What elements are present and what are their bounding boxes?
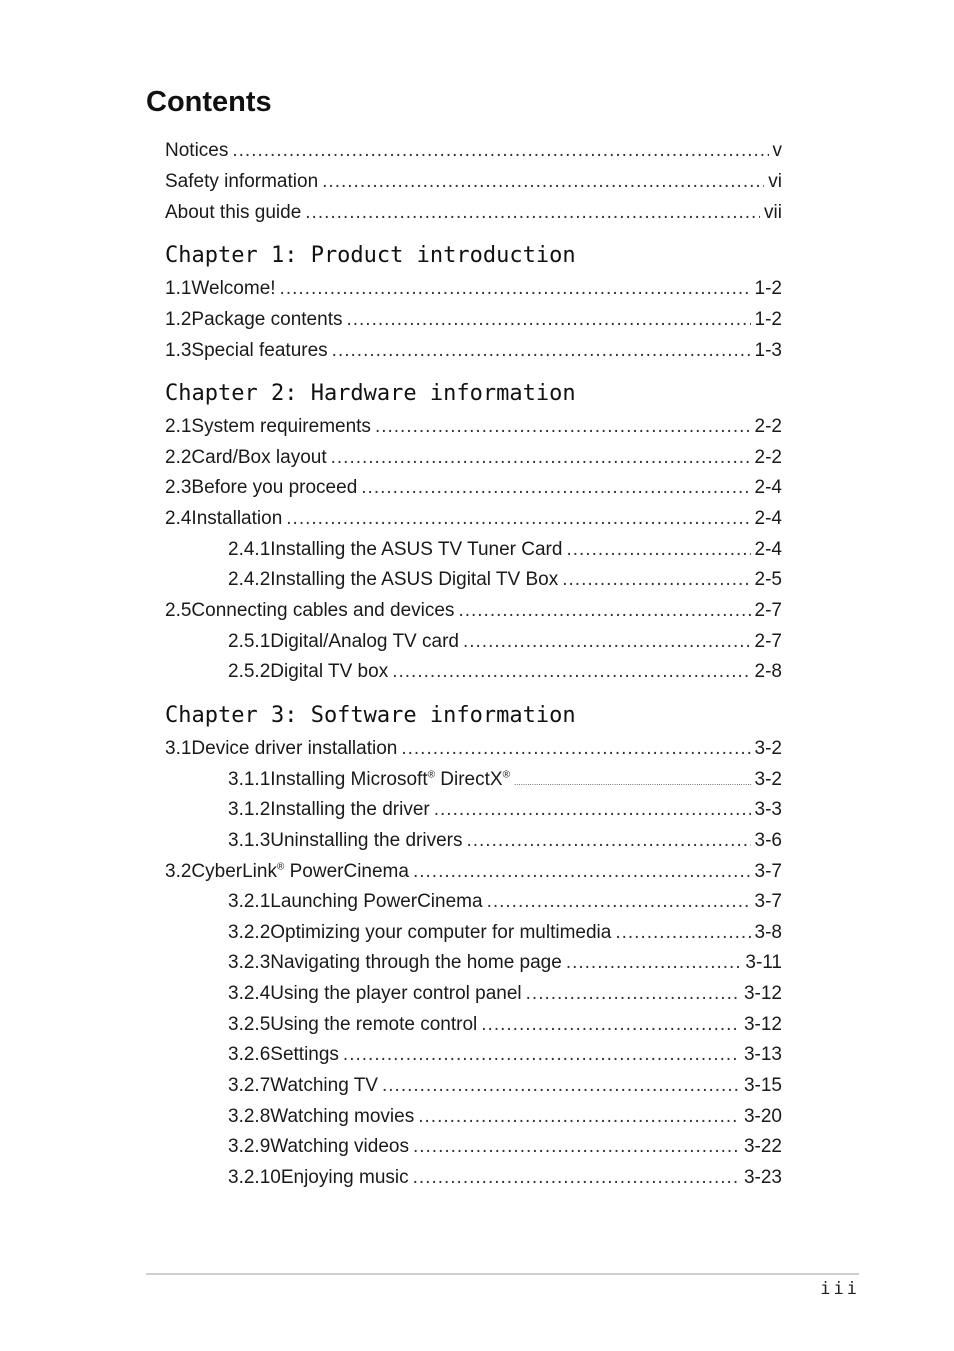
toc-leader-dots xyxy=(413,1166,740,1190)
toc-entry-number: 3.2.4 xyxy=(228,983,271,1004)
toc-entry-3-2-8[interactable] xyxy=(228,1105,782,1129)
toc-entry-number: 3.2.6 xyxy=(228,1044,271,1065)
toc-entry-title: Installation xyxy=(191,508,283,529)
toc-leader-dots xyxy=(375,415,751,439)
toc-leader-dots xyxy=(331,446,751,470)
toc-entry-number: 3.1.1 xyxy=(228,769,271,790)
toc-entry-title: Enjoying music xyxy=(280,1167,409,1188)
toc-leader-dots xyxy=(566,538,750,562)
toc-entry-3-1-2[interactable] xyxy=(228,798,782,822)
toc-entry-3-1[interactable] xyxy=(165,737,782,761)
toc-entry-number: 2.4.1 xyxy=(228,539,271,560)
toc-entry-number: 3.2.7 xyxy=(228,1075,271,1096)
toc-entry-page: 2-7 xyxy=(754,631,782,652)
toc-entry-number: 3.2 xyxy=(165,861,192,882)
toc-entry-title: Digital/Analog TV card xyxy=(270,631,459,652)
toc-entry-3-2-1[interactable] xyxy=(228,890,782,914)
toc-leader-dots xyxy=(286,507,750,531)
toc-leader-dots xyxy=(413,1135,740,1159)
toc-entry-2-3[interactable] xyxy=(165,476,782,500)
toc-entry-2-2[interactable] xyxy=(165,446,782,470)
toc-leader-dots xyxy=(280,277,751,301)
toc-entry-1-3[interactable] xyxy=(165,339,782,363)
toc-entry-title: Installing Microsoft® DirectX® xyxy=(270,769,510,790)
toc-leader-dots xyxy=(615,921,750,945)
toc-entry-title: Launching PowerCinema xyxy=(270,891,483,912)
toc-entry-title: Watching videos xyxy=(270,1136,409,1157)
toc-leader-dots xyxy=(466,829,750,853)
toc-entry-number: 2.4 xyxy=(165,508,192,529)
toc-entry-number: 3.1 xyxy=(165,738,192,759)
toc-entry-title: Welcome! xyxy=(191,278,276,299)
toc-entry-3-2[interactable] xyxy=(165,860,782,884)
toc-entry-3-2-5[interactable] xyxy=(228,1013,782,1037)
toc-entry-page: 2-4 xyxy=(754,508,782,529)
toc-entry-number: 2.5.2 xyxy=(228,661,271,682)
toc-entry-2-4-2[interactable] xyxy=(228,568,782,592)
toc-entry-page: 3-23 xyxy=(743,1167,782,1188)
toc-entry-2-4-1[interactable] xyxy=(228,538,782,562)
toc-entry-title: Navigating through the home page xyxy=(270,952,562,973)
toc-entry-2-5-1[interactable] xyxy=(228,630,782,654)
toc-leader-dots xyxy=(566,951,742,975)
toc-entry-number: 2.5 xyxy=(165,600,192,621)
toc-entry-about-this-guide[interactable] xyxy=(165,201,782,225)
toc-entry-title: Using the player control panel xyxy=(270,983,522,1004)
toc-entry-page: 2-4 xyxy=(754,539,782,560)
toc-entry-page: 3-15 xyxy=(743,1075,782,1096)
toc-entry-3-1-3[interactable] xyxy=(228,829,782,853)
toc-entry-title: Installing the driver xyxy=(270,799,430,820)
toc-entry-title: Settings xyxy=(270,1044,339,1065)
toc-leader-dots xyxy=(487,890,751,914)
toc-entry-3-2-7[interactable] xyxy=(228,1074,782,1098)
toc-leader-dots xyxy=(232,139,768,163)
toc-leader-dots xyxy=(458,599,750,623)
toc-entry-page: 1-2 xyxy=(754,309,782,330)
toc-leader-dots xyxy=(481,1013,740,1037)
toc-leader-dots xyxy=(343,1043,740,1067)
toc-entry-number: 3.2.1 xyxy=(228,891,271,912)
toc-entry-3-2-2[interactable] xyxy=(228,921,782,945)
toc-leader-dots xyxy=(434,798,751,822)
toc-entry-title: Notices xyxy=(165,140,229,161)
toc-entry-number: 3.2.2 xyxy=(228,922,271,943)
toc-entry-title: CyberLink® PowerCinema xyxy=(191,861,409,882)
toc-entry-title: Device driver installation xyxy=(191,738,398,759)
toc-entry-number: 2.2 xyxy=(165,447,192,468)
toc-entry-number: 1.3 xyxy=(165,340,192,361)
toc-leader-dots xyxy=(418,1105,740,1129)
toc-entry-page: 2-2 xyxy=(754,416,782,437)
toc-entry-3-1-1[interactable] xyxy=(228,768,782,792)
toc-entry-title: Safety information xyxy=(165,171,319,192)
toc-entry-number: 3.2.9 xyxy=(228,1136,271,1157)
toc-entry-page: 3-7 xyxy=(754,891,782,912)
toc-entry-number: 3.2.5 xyxy=(228,1014,271,1035)
toc-entry-page: 3-7 xyxy=(754,861,782,882)
toc-entry-page: 2-8 xyxy=(754,661,782,682)
toc-entry-title: Uninstalling the drivers xyxy=(270,830,463,851)
toc-leader-dots xyxy=(361,476,750,500)
toc-entry-page: 3-12 xyxy=(743,983,782,1004)
toc-entry-number: 3.1.2 xyxy=(228,799,271,820)
toc-entry-title: About this guide xyxy=(165,202,302,223)
toc-entry-3-2-6[interactable] xyxy=(228,1043,782,1067)
toc-leader-dots xyxy=(514,771,751,795)
toc-entry-page: 3-3 xyxy=(754,799,782,820)
toc-entry-page: 2-2 xyxy=(754,447,782,468)
toc-entry-page: 3-11 xyxy=(745,952,782,973)
toc-entry-page: 3-6 xyxy=(754,830,782,851)
toc-leader-dots xyxy=(526,982,740,1006)
toc-entry-number: 3.2.3 xyxy=(228,952,271,973)
toc-entry-title: Digital TV box xyxy=(270,661,389,682)
toc-leader-dots xyxy=(382,1074,740,1098)
toc-entry-3-2-9[interactable] xyxy=(228,1135,782,1159)
toc-entry-title: Optimizing your computer for multimedia xyxy=(270,922,612,943)
toc-entry-2-1[interactable] xyxy=(165,415,782,439)
toc-entry-number: 1.1 xyxy=(165,278,192,299)
toc-entry-page: 2-4 xyxy=(754,477,782,498)
toc-entry-number: 2.5.1 xyxy=(228,631,271,652)
chapter-2-heading[interactable]: Chapter 2: Hardware information xyxy=(165,381,576,406)
toc-leader-dots xyxy=(305,201,760,225)
toc-entry-title: Card/Box layout xyxy=(191,447,327,468)
toc-entry-page: 3-12 xyxy=(743,1014,782,1035)
toc-entry-3-2-3[interactable] xyxy=(228,951,782,975)
toc-entry-page: 1-2 xyxy=(754,278,782,299)
toc-entry-number: 3.2.10 xyxy=(228,1167,281,1188)
toc-entry-title: Watching TV xyxy=(270,1075,378,1096)
toc-entry-number: 3.1.3 xyxy=(228,830,271,851)
toc-entry-title: Connecting cables and devices xyxy=(191,600,455,621)
toc-leader-dots xyxy=(332,339,751,363)
toc-leader-dots xyxy=(463,630,751,654)
toc-leader-dots xyxy=(322,170,764,194)
toc-entry-page: v xyxy=(772,140,782,161)
toc-entry-page: vi xyxy=(768,171,782,192)
toc-entry-page: 2-7 xyxy=(754,600,782,621)
toc-entry-2-5[interactable] xyxy=(165,599,782,623)
toc-entry-number: 2.4.2 xyxy=(228,569,271,590)
chapter-3-heading[interactable]: Chapter 3: Software information xyxy=(165,703,576,728)
page-title: Contents xyxy=(146,86,272,118)
toc-leader-dots xyxy=(413,860,751,884)
toc-leader-dots xyxy=(562,568,750,592)
toc-entry-page: 3-8 xyxy=(754,922,782,943)
toc-entry-page: 3-2 xyxy=(754,738,782,759)
toc-entry-number: 2.1 xyxy=(165,416,192,437)
toc-entry-notices[interactable] xyxy=(165,139,782,163)
toc-entry-title: Special features xyxy=(191,340,328,361)
toc-entry-page: 3-20 xyxy=(743,1106,782,1127)
toc-entry-3-2-10[interactable] xyxy=(228,1166,782,1190)
toc-leader-dots xyxy=(346,308,750,332)
toc-entry-title: Installing the ASUS Digital TV Box xyxy=(270,569,559,590)
toc-entry-page: 3-2 xyxy=(754,769,782,790)
toc-leader-dots xyxy=(392,660,750,684)
toc-entry-page: 2-5 xyxy=(754,569,782,590)
toc-entry-2-5-2[interactable] xyxy=(228,660,782,684)
toc-entry-number: 1.2 xyxy=(165,309,192,330)
toc-entry-page: 3-13 xyxy=(743,1044,782,1065)
toc-entry-page: 3-22 xyxy=(743,1136,782,1157)
toc-entry-1-1[interactable] xyxy=(165,277,782,301)
toc-entry-title: Before you proceed xyxy=(191,477,358,498)
toc-entry-title: Installing the ASUS TV Tuner Card xyxy=(270,539,563,560)
toc-entry-title: Using the remote control xyxy=(270,1014,478,1035)
chapter-1-heading[interactable]: Chapter 1: Product introduction xyxy=(165,243,576,268)
toc-entry-2-4[interactable] xyxy=(165,507,782,531)
toc-entry-3-2-4[interactable] xyxy=(228,982,782,1006)
toc-leader-dots xyxy=(401,737,750,761)
footer-divider xyxy=(146,1273,859,1275)
toc-entry-title: System requirements xyxy=(191,416,371,437)
toc-entry-1-2[interactable] xyxy=(165,308,782,332)
toc-entry-title: Watching movies xyxy=(270,1106,415,1127)
toc-entry-title: Package contents xyxy=(191,309,343,330)
toc-entry-number: 3.2.8 xyxy=(228,1106,271,1127)
toc-entry-page: 1-3 xyxy=(754,340,782,361)
footer-page-number: iii xyxy=(820,1279,860,1299)
toc-entry-number: 2.3 xyxy=(165,477,192,498)
toc-entry-page: vii xyxy=(764,202,782,223)
toc-entry-safety-information[interactable] xyxy=(165,170,782,194)
